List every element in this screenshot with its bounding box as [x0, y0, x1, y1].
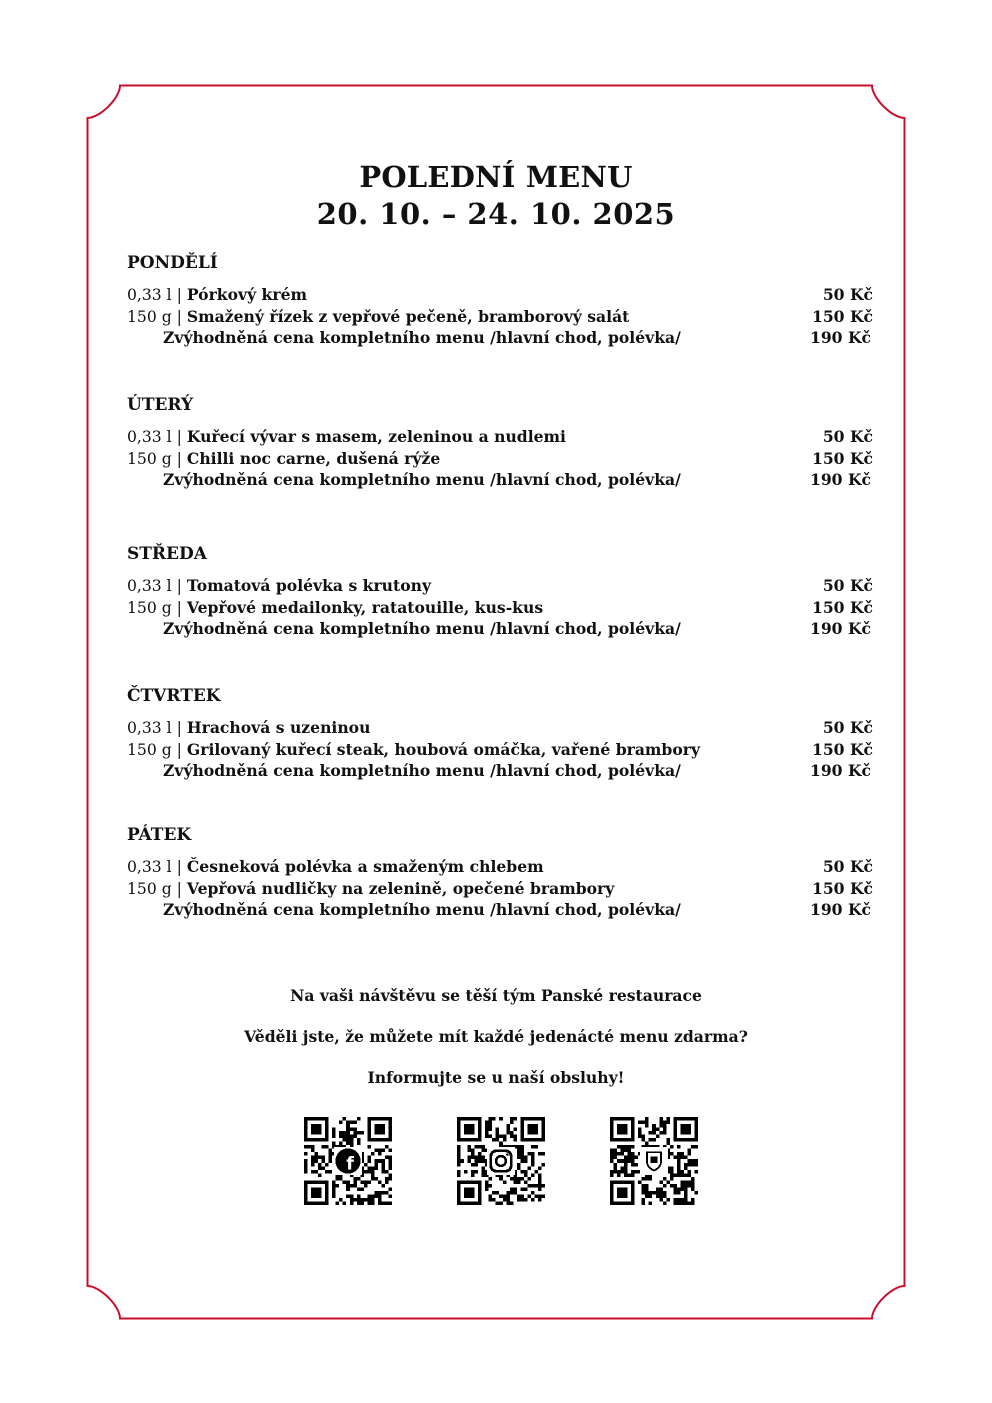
soup-price: 50 Kč: [822, 718, 873, 737]
soup-price: 50 Kč: [822, 427, 873, 446]
main-course-row: [127, 739, 877, 761]
separator: |: [176, 879, 182, 898]
main-course-price: 150 Kč: [811, 448, 873, 468]
main-course-price: 150 Kč: [811, 597, 873, 617]
main-quantity: 150 g: [127, 449, 172, 468]
combo-label: Zvýhodněná cena kompletního menu /hlavní chod, polévka/: [163, 761, 681, 780]
soup-quantity: 0,33 l: [127, 577, 172, 595]
soup-name: Česneková polévka a smaženým chlebem: [186, 857, 544, 876]
day-section-monday: [127, 252, 877, 349]
main-course-name: Chilli noc carne, dušená rýže: [186, 448, 441, 468]
main-course-name: Vepřové medailonky, ratatouille, kus-kus: [186, 597, 544, 617]
main-course-row: [127, 306, 877, 328]
separator: |: [176, 719, 182, 737]
main-course-name: Vepřová nudličky na zelenině, opečené brambory: [186, 878, 615, 898]
combo-price: 190 Kč: [809, 619, 871, 638]
day-section-wednesday: [127, 543, 877, 640]
soup-row: [127, 426, 877, 448]
main-course-name: Grilovaný kuřecí steak, houbová omáčka, vařené brambory: [186, 739, 701, 759]
day-name: PONDĚLÍ: [127, 253, 218, 273]
soup-price: 50 Kč: [822, 285, 873, 304]
soup-quantity: 0,33 l: [127, 719, 172, 737]
footer-loyalty-question: Věděli jste, že můžete mít každé jedenácté menu zdarma?: [244, 1027, 748, 1046]
soup-row: [127, 856, 877, 878]
page-title: POLEDNÍ MENU: [359, 160, 633, 194]
soup-name: Pórkový krém: [186, 285, 307, 304]
separator: |: [176, 286, 182, 304]
main-course-price: 150 Kč: [811, 878, 873, 898]
main-quantity: 150 g: [127, 879, 172, 898]
soup-name: Tomatová polévka s krutony: [186, 576, 432, 595]
soup-price: 50 Kč: [822, 857, 873, 876]
separator: |: [176, 449, 182, 468]
footer-greeting: Na vaši návštěvu se těší tým Panské restaurace: [290, 986, 702, 1005]
combo-label: Zvýhodněná cena kompletního menu /hlavní chod, polévka/: [163, 470, 681, 489]
soup-row: [127, 284, 877, 306]
combo-row: [127, 899, 877, 921]
main-quantity: 150 g: [127, 598, 172, 617]
separator: |: [176, 740, 182, 759]
combo-label: Zvýhodněná cena kompletního menu /hlavní chod, polévka/: [163, 328, 681, 347]
date-range: 20. 10. – 24. 10. 2025: [316, 197, 676, 231]
main-quantity: 150 g: [127, 307, 172, 326]
soup-price: 50 Kč: [822, 576, 873, 595]
separator: |: [176, 577, 182, 595]
soup-row: [127, 717, 877, 739]
separator: |: [176, 428, 182, 446]
combo-label: Zvýhodněná cena kompletního menu /hlavní chod, polévka/: [163, 900, 681, 919]
combo-row: [127, 618, 877, 640]
main-quantity: 150 g: [127, 740, 172, 759]
day-name: STŘEDA: [127, 544, 207, 564]
combo-price: 190 Kč: [809, 328, 871, 347]
svg-text:f: f: [346, 1154, 354, 1175]
qr-code-facebook[interactable]: [304, 1117, 392, 1205]
combo-price: 190 Kč: [809, 470, 871, 489]
soup-row: [127, 575, 877, 597]
day-section-thursday: [127, 685, 877, 782]
soup-quantity: 0,33 l: [127, 858, 172, 876]
qr-code-website[interactable]: [610, 1117, 698, 1205]
combo-row: [127, 469, 877, 491]
main-course-price: 150 Kč: [811, 739, 873, 759]
main-course-row: [127, 448, 877, 470]
footer-ask-staff: Informujte se u naší obsluhy!: [367, 1068, 625, 1087]
day-name: PÁTEK: [127, 825, 192, 845]
day-name: ČTVRTEK: [127, 686, 221, 706]
day-section-tuesday: [127, 394, 877, 491]
soup-quantity: 0,33 l: [127, 286, 172, 304]
main-course-row: [127, 597, 877, 619]
soup-name: Kuřecí vývar s masem, zeleninou a nudlemi: [186, 427, 566, 446]
combo-row: [127, 327, 877, 349]
combo-price: 190 Kč: [809, 761, 871, 780]
main-course-price: 150 Kč: [811, 306, 873, 326]
soup-quantity: 0,33 l: [127, 428, 172, 446]
soup-name: Hrachová s uzeninou: [186, 718, 371, 737]
day-section-friday: [127, 824, 877, 921]
separator: |: [176, 307, 182, 326]
combo-price: 190 Kč: [809, 900, 871, 919]
separator: |: [176, 598, 182, 617]
separator: |: [176, 858, 182, 876]
main-course-row: [127, 878, 877, 900]
qr-code-instagram[interactable]: [457, 1117, 545, 1205]
day-name: ÚTERÝ: [127, 395, 194, 415]
combo-label: Zvýhodněná cena kompletního menu /hlavní chod, polévka/: [163, 619, 681, 638]
combo-row: [127, 760, 877, 782]
main-course-name: Smažený řízek z vepřové pečeně, bramborový salát: [186, 306, 630, 326]
